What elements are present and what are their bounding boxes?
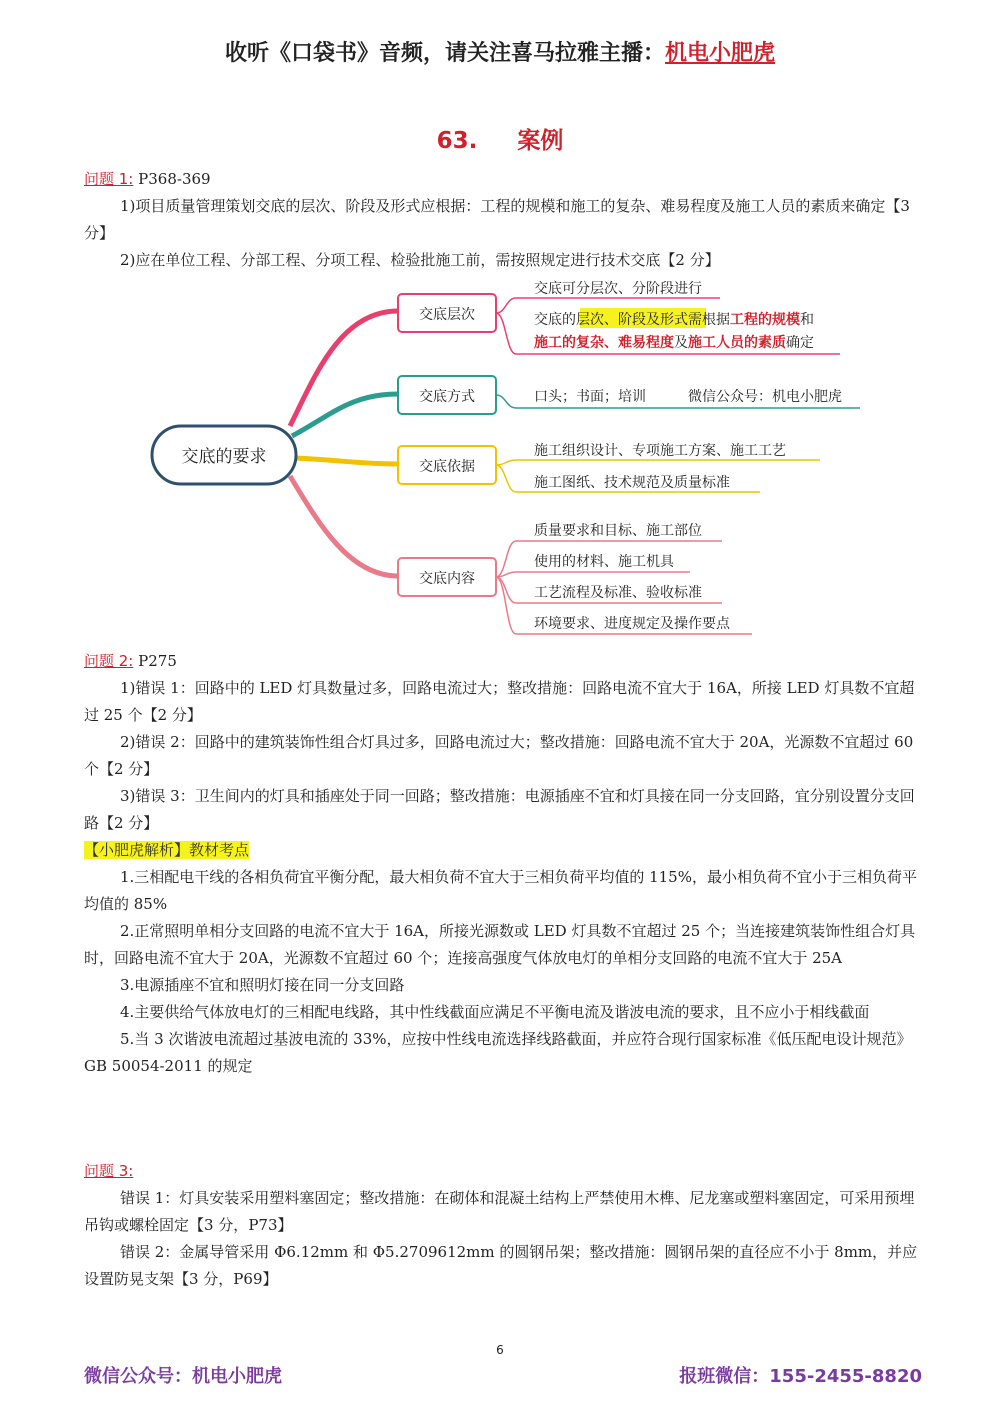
node-jiaodi-yiju-label: 交底依据 [419,459,475,475]
branch-line-2 [292,394,398,436]
leaf-cengci-2: 交底的层次、阶段及形式需根据工程的规模和 [534,312,814,328]
page-number: 6 [496,1343,504,1357]
center-node-label: 交底的要求 [181,447,267,467]
leaf-fangshi-2: 微信公众号：机电小肥虎 [688,389,842,405]
analysis-point-1: 1.三相配电干线的各相负荷宜平衡分配，最大相负荷不宜大于三相负荷平均值的 115%，最小相负荷不宜小于三相负荷平均值的 85% [84,868,917,913]
header-prefix: 收听《口袋书》音频，请关注喜马拉雅主播： [224,41,665,66]
leaf-neirong-2: 使用的材料、施工机具 [534,554,674,570]
question-2-answer-3: 3)错误 3：卫生间内的灯具和插座处于同一回路；整改措施：电源插座不宜和灯具接在同一分支回路，宜分别设置分支回路【2 分】 [84,787,915,832]
analysis-heading: 【小肥虎解析】教材考点 [84,841,250,859]
question-2-ref: P275 [138,652,177,670]
leaf-line [496,460,820,465]
question-3-answer-1: 错误 1：灯具安装采用塑料塞固定；整改措施：在砌体和混凝土结构上严禁使用木榫、尼龙塞或塑料塞固定，可采用预埋吊钩或螺栓固定【3 分，P73】 [84,1189,915,1234]
question-1-answer-1: 1)项目质量管理策划交底的层次、阶段及形式应根据：工程的规模和施工的复杂、难易程度及施工人员的素质来确定【3 分】 [84,197,910,242]
question-3-answer-2: 错误 2：金属导管采用 Φ6.12mm 和 Φ5.2709612mm 的圆钢吊架；整改措施：圆钢吊架的直径应不小于 8mm，并应设置防晃支架【3 分，P69】 [84,1243,918,1288]
footer-wechat-public: 微信公众号：机电小肥虎 [84,1366,282,1387]
question-2-answer-1: 1)错误 1：回路中的 LED 灯具数量过多，回路电流过大；整改措施：回路电流不宜大于 16A，所接 LED 灯具数不宜超过 25 个【2 分】 [84,679,915,724]
leaf-yiju-2: 施工图纸、技术规范及质量标准 [534,475,730,491]
branch-line-4 [290,476,398,576]
leaf-cengci-3: 施工的复杂、难易程度及施工人员的素质确定 [534,335,814,351]
question-2 [84,648,924,1080]
question-1-answer-2: 2)应在单位工程、分部工程、分项工程、检验批施工前，需按照规定进行技术交底【2 分】 [120,251,720,269]
leaf-cengci-1: 交底可分层次、分阶段进行 [534,281,702,297]
leaf-neirong-4: 环境要求、进度规定及操作要点 [534,616,730,632]
section-title [0,122,1000,155]
question-1-label: 问题 1: [84,170,134,188]
analysis-point-3: 3.电源插座不宜和照明灯接在同一分支回路 [120,976,405,994]
leaf-neirong-3: 工艺流程及标准、验收标准 [534,585,702,601]
leaf-yiju-1: 施工组织设计、专项施工方案、施工工艺 [534,443,786,459]
branch-line-3 [295,458,398,464]
question-3-label: 问题 3: [84,1162,134,1180]
analysis-point-4: 4.主要供给气体放电灯的三相配电线路，其中性线截面应满足不平衡电流及谐波电流的要求，且不应小于相线截面 [120,1003,870,1021]
mind-map [140,276,880,646]
question-2-label: 问题 2: [84,652,134,670]
analysis-point-2: 2.正常照明单相分支回路的电流不宜大于 16A，所接光源数或 LED 灯具数不宜超过 25 个；当连接建筑装饰性组合灯具时，回路电流不宜大于 20A，光源数不宜超过 60 个；连接高强度气体放电灯的单相分支回路的电流不宜大于 25A [84,922,916,967]
question-1 [84,166,924,274]
node-jiaodi-cengci-label: 交底层次 [419,307,475,323]
question-1-ref: P368-369 [138,170,211,188]
section-number: 63. [436,128,478,154]
node-jiaodi-fangshi-label: 交底方式 [419,389,475,405]
leaf-line [496,572,690,577]
question-2-answer-2: 2)错误 2：回路中的建筑装饰性组合灯具过多，回路电流过大；整改措施：回路电流不宜大于 20A，光源数不宜超过 60 个【2 分】 [84,733,914,778]
header-anchor-link[interactable]: 机电小肥虎 [665,41,776,66]
leaf-fangshi-1: 口头；书面；培训 [534,389,646,405]
analysis-point-5: 5.当 3 次谐波电流超过基波电流的 33%，应按中性线电流选择线路截面，并应符合现行国家标准《低压配电设计规范》GB 50054-2011 的规定 [84,1030,912,1075]
node-jiaodi-neirong-label: 交底内容 [419,571,475,587]
page-header [0,36,1000,67]
section-title-text: 案例 [517,128,564,154]
footer-contact: 报班微信：155-2455-8820 [679,1366,922,1387]
question-3 [84,1158,924,1293]
leaf-neirong-1: 质量要求和目标、施工部位 [534,523,702,539]
